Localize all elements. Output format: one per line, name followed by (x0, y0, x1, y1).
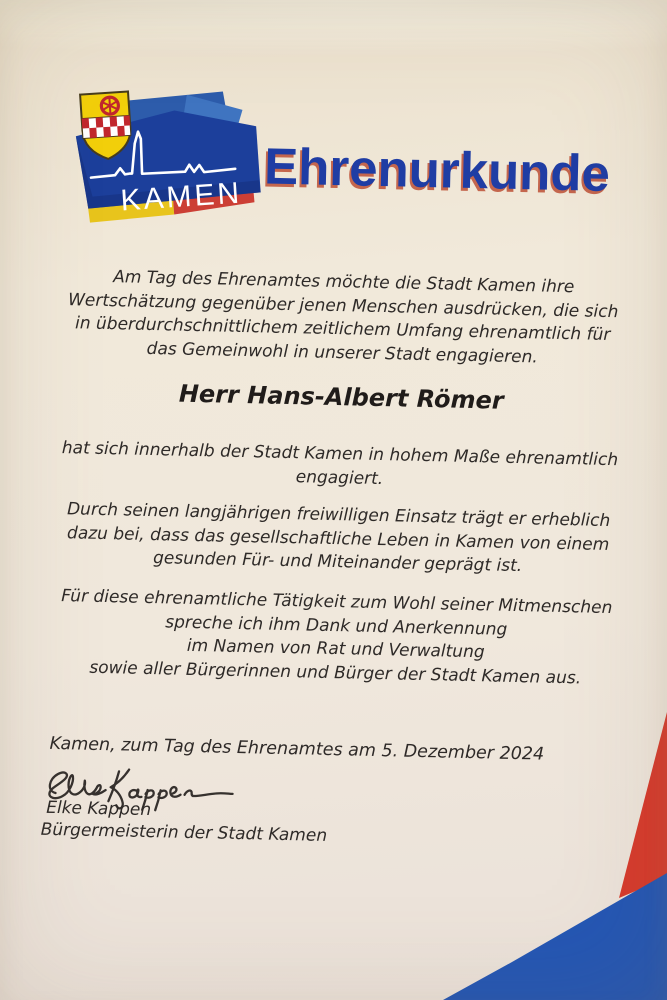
date-place-line: Kamen, zum Tag des Ehrenamtes am 5. Dezember 2024 (49, 733, 545, 765)
kamen-city-logo (68, 84, 271, 233)
signatory-title: Bürgermeisterin der Stadt Kamen (40, 819, 328, 846)
contribution-paragraph: Durch seinen langjährigen freiwilligen Einsatz trägt er erheblich dazu bei, dass das gesellschaftliche Leben in Kamen von einem gesunden Für- und Miteinander geprägt ist. (66, 499, 611, 577)
certificate-title: Ehrenurkunde (263, 137, 611, 202)
thanks-paragraph: Für diese ehrenamtliche Tätigkeit zum Wohl seiner Mitmenschen spreche ich ihm Dank und Anerkennung im Namen von Rat und Verwaltung sowie aller Bürgerinnen und Bürger der Stadt Kamen aus. (60, 586, 613, 688)
corner-decoration (407, 700, 667, 1000)
engagement-paragraph: hat sich innerhalb der Stadt Kamen in hohem Maße ehrenamtlich engagiert. (61, 438, 619, 489)
signatory-name: Elke Kappen (45, 797, 152, 821)
recipient-name: Herr Hans-Albert Römer (178, 379, 504, 415)
corner-blue-wedge (443, 873, 667, 1000)
corner-red-wedge (619, 712, 667, 898)
logo-city-name: KAMEN (119, 176, 244, 218)
intro-paragraph: Am Tag des Ehrenamtes möchte die Stadt Kamen ihre Wertschätzung gegenüber jenen Menschen ausdrücken, die sich in überdurchschnittlichem zeitlichem Umfang ehrenamtlich für das Gemeinwohl in unserer Stadt engagieren. (67, 267, 619, 367)
